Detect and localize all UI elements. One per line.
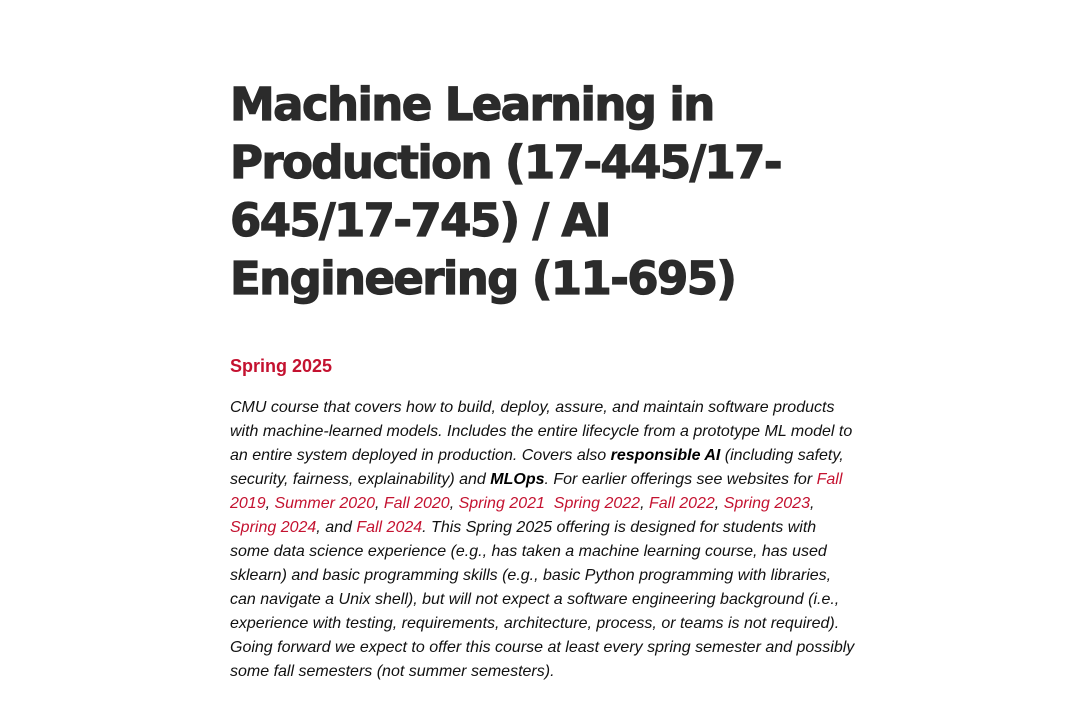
intro-text: (including safety, security, fairness, explainability) and [230,447,844,488]
link-spring-2023[interactable]: Spring 2023 [723,495,810,512]
intro-text: . This Spring 2025 offering is designed for students with some data science experience (e.g., has taken a machine learning course, has used sklearn) and basic programming skills (e.g., basic Python programming with libraries, can navigate a Unix shell), but will not expect a software engineering background (i.e., experience with testing, requirements, architecture, process, or teams is not required). Going forward we expect to offer this course at least every spring semester and possibly some fall semesters (not summer semesters). [230,519,855,680]
link-fall-2019[interactable]: Fall 2019 [230,471,843,512]
link-fall-2022[interactable]: Fall 2022 [648,495,715,512]
link-fall-2024[interactable]: Fall 2024 [356,519,423,536]
separator: , [809,495,815,512]
separator: , [640,495,649,512]
intro-text: . For earlier offerings see websites for [544,471,817,488]
separator: , and [316,519,357,536]
semester-heading: Spring 2025 [230,356,333,376]
mlops-bold: MLOps [490,471,545,488]
intro-text: CMU course that covers how to build, deploy, assure, and maintain software products with machine-learned models. Includes the entire lifecycle from a prototype ML model to an entire system deployed in production. Covers also [230,399,853,464]
separator: , [265,495,275,512]
separator: , [714,495,724,512]
responsible-ai-bold: responsible AI [610,447,721,464]
course-description [230,396,855,684]
link-spring-2022[interactable]: Spring 2022 [553,495,641,512]
link-spring-2024[interactable]: Spring 2024 [230,519,317,536]
link-summer-2020[interactable]: Summer 2020 [274,495,375,512]
link-spring-2021[interactable]: Spring 2021 [458,495,545,512]
separator: , [374,495,384,512]
separator: , [449,495,459,512]
page-title: Machine Learning in Production (17-445/17-645/17-745) / AI Engineering (11-695) [230,78,781,305]
link-fall-2020[interactable]: Fall 2020 [383,495,450,512]
separator [545,495,554,512]
page-content [230,76,855,684]
